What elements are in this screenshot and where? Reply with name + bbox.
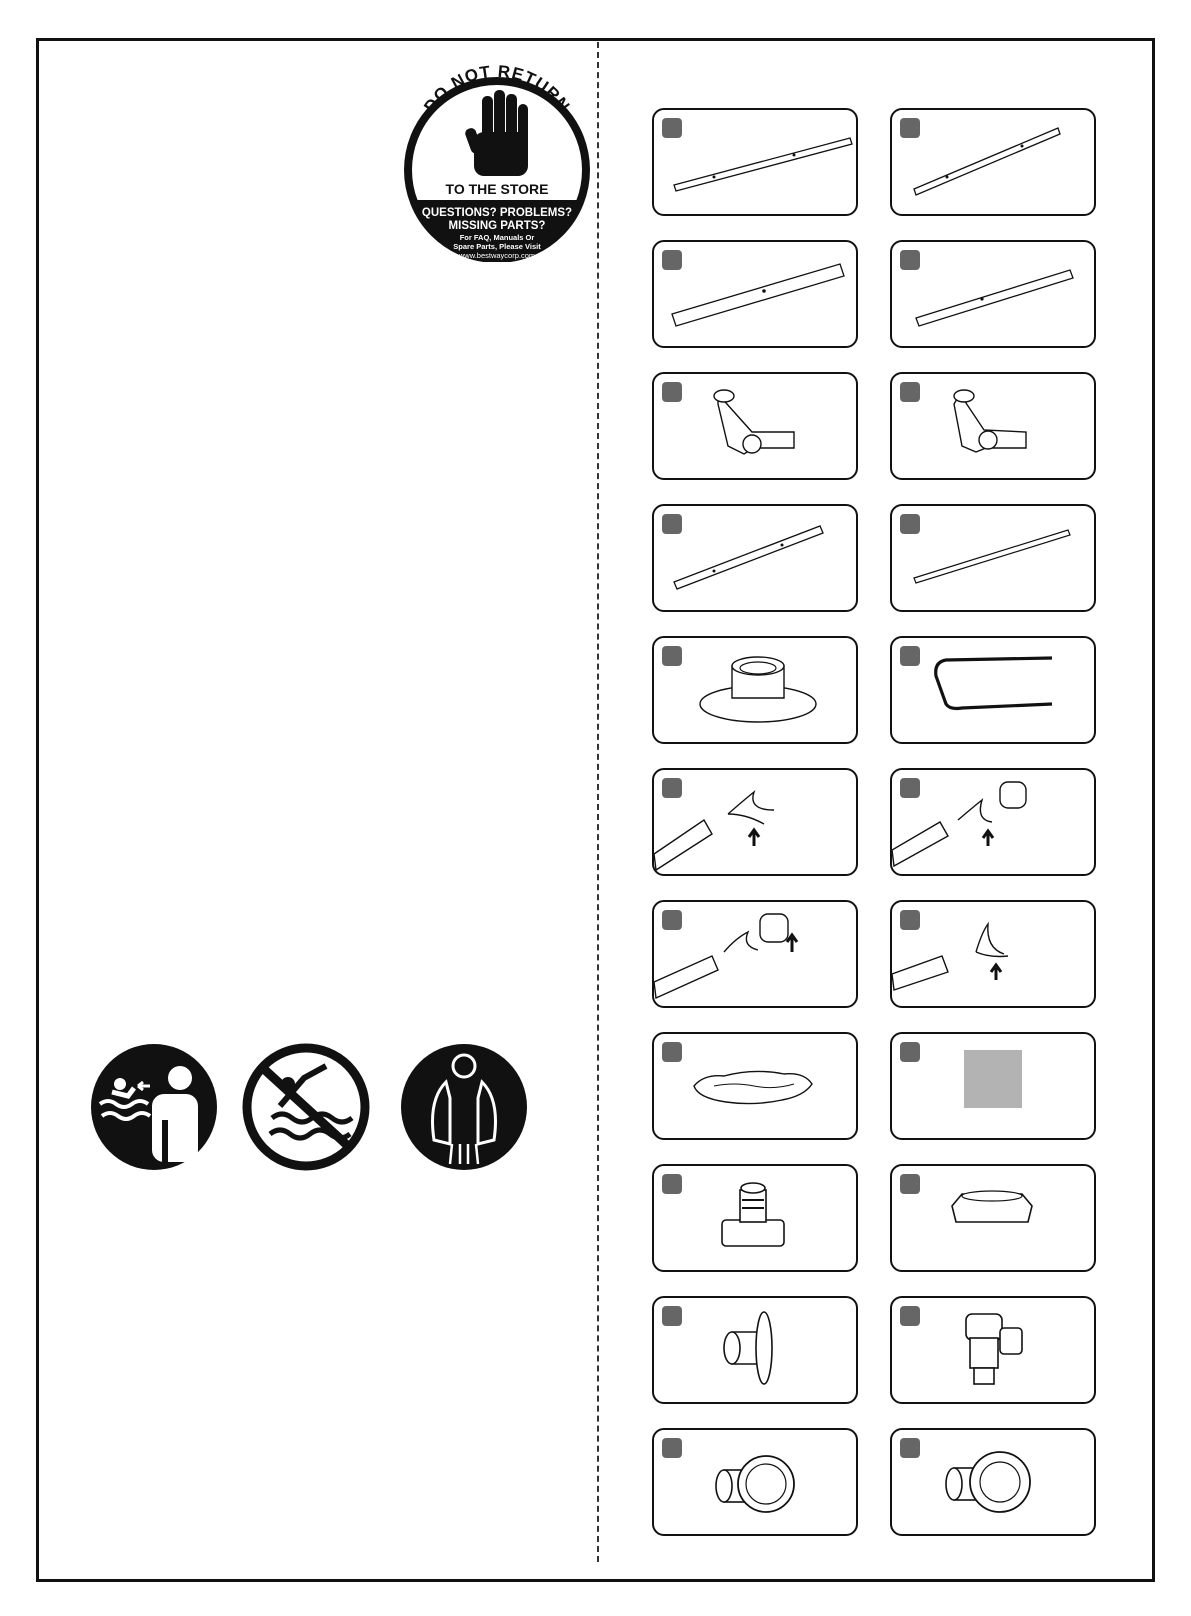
spring-clip-icon — [654, 902, 856, 1006]
plunger-valve-icon — [892, 1298, 1094, 1402]
part-card — [890, 900, 1096, 1008]
strainer-connector-icon — [654, 1298, 856, 1402]
part-card — [890, 636, 1096, 744]
part-card — [652, 504, 858, 612]
drain-cap-icon — [892, 1166, 1094, 1270]
part-card — [890, 1164, 1096, 1272]
seal-line-3: MISSING PARTS? — [448, 220, 546, 232]
part-card — [652, 1164, 858, 1272]
part-card — [890, 240, 1096, 348]
seal-line-1: TO THE STORE — [445, 181, 549, 197]
spring-clip-icon — [654, 770, 856, 874]
life-vest-icon — [401, 1044, 527, 1170]
cut-line — [597, 42, 599, 1562]
no-diving-icon — [247, 1048, 365, 1166]
repair-patch-icon — [892, 1034, 1094, 1138]
pipe-long-icon — [654, 506, 856, 610]
part-card — [652, 900, 858, 1008]
seal-line-2: QUESTIONS? PROBLEMS? — [421, 207, 573, 219]
t-connector-icon — [654, 374, 856, 478]
part-card — [652, 240, 858, 348]
strainer-inlet-icon — [654, 1430, 856, 1534]
part-card — [890, 768, 1096, 876]
part-card — [652, 1296, 858, 1404]
rod-thin-icon — [892, 506, 1094, 610]
part-card — [890, 1296, 1096, 1404]
part-card — [890, 1032, 1096, 1140]
spring-clip-icon — [892, 902, 1094, 1006]
part-card — [652, 372, 858, 480]
do-not-return-seal — [400, 52, 595, 262]
seal-line-5: Spare Parts, Please Visit — [453, 242, 541, 251]
safety-pictograms — [90, 1040, 530, 1174]
part-card — [652, 768, 858, 876]
part-card — [652, 1032, 858, 1140]
spring-clip-icon — [892, 770, 1094, 874]
seal-url: www.bestwaycorp.com — [458, 251, 536, 260]
pipe-long-icon — [892, 242, 1094, 346]
seal-arc-text: DO NOT RETURN — [420, 61, 574, 116]
pool-liner-icon — [654, 1034, 856, 1138]
pipe-long-icon — [892, 110, 1094, 214]
part-card — [890, 1428, 1096, 1536]
supervise-children-icon — [91, 1044, 217, 1170]
part-card — [652, 108, 858, 216]
drain-valve-icon — [654, 1166, 856, 1270]
pipe-wide-icon — [654, 242, 856, 346]
t-connector-icon — [892, 374, 1094, 478]
pipe-long-icon — [654, 110, 856, 214]
strainer-outlet-icon — [892, 1430, 1094, 1534]
seal-line-4: For FAQ, Manuals Or — [459, 233, 535, 242]
part-card — [890, 504, 1096, 612]
part-card — [652, 636, 858, 744]
part-card — [890, 372, 1096, 480]
u-support-icon — [892, 638, 1094, 742]
part-card — [890, 108, 1096, 216]
part-card — [652, 1428, 858, 1536]
leg-cap-icon — [654, 638, 856, 742]
